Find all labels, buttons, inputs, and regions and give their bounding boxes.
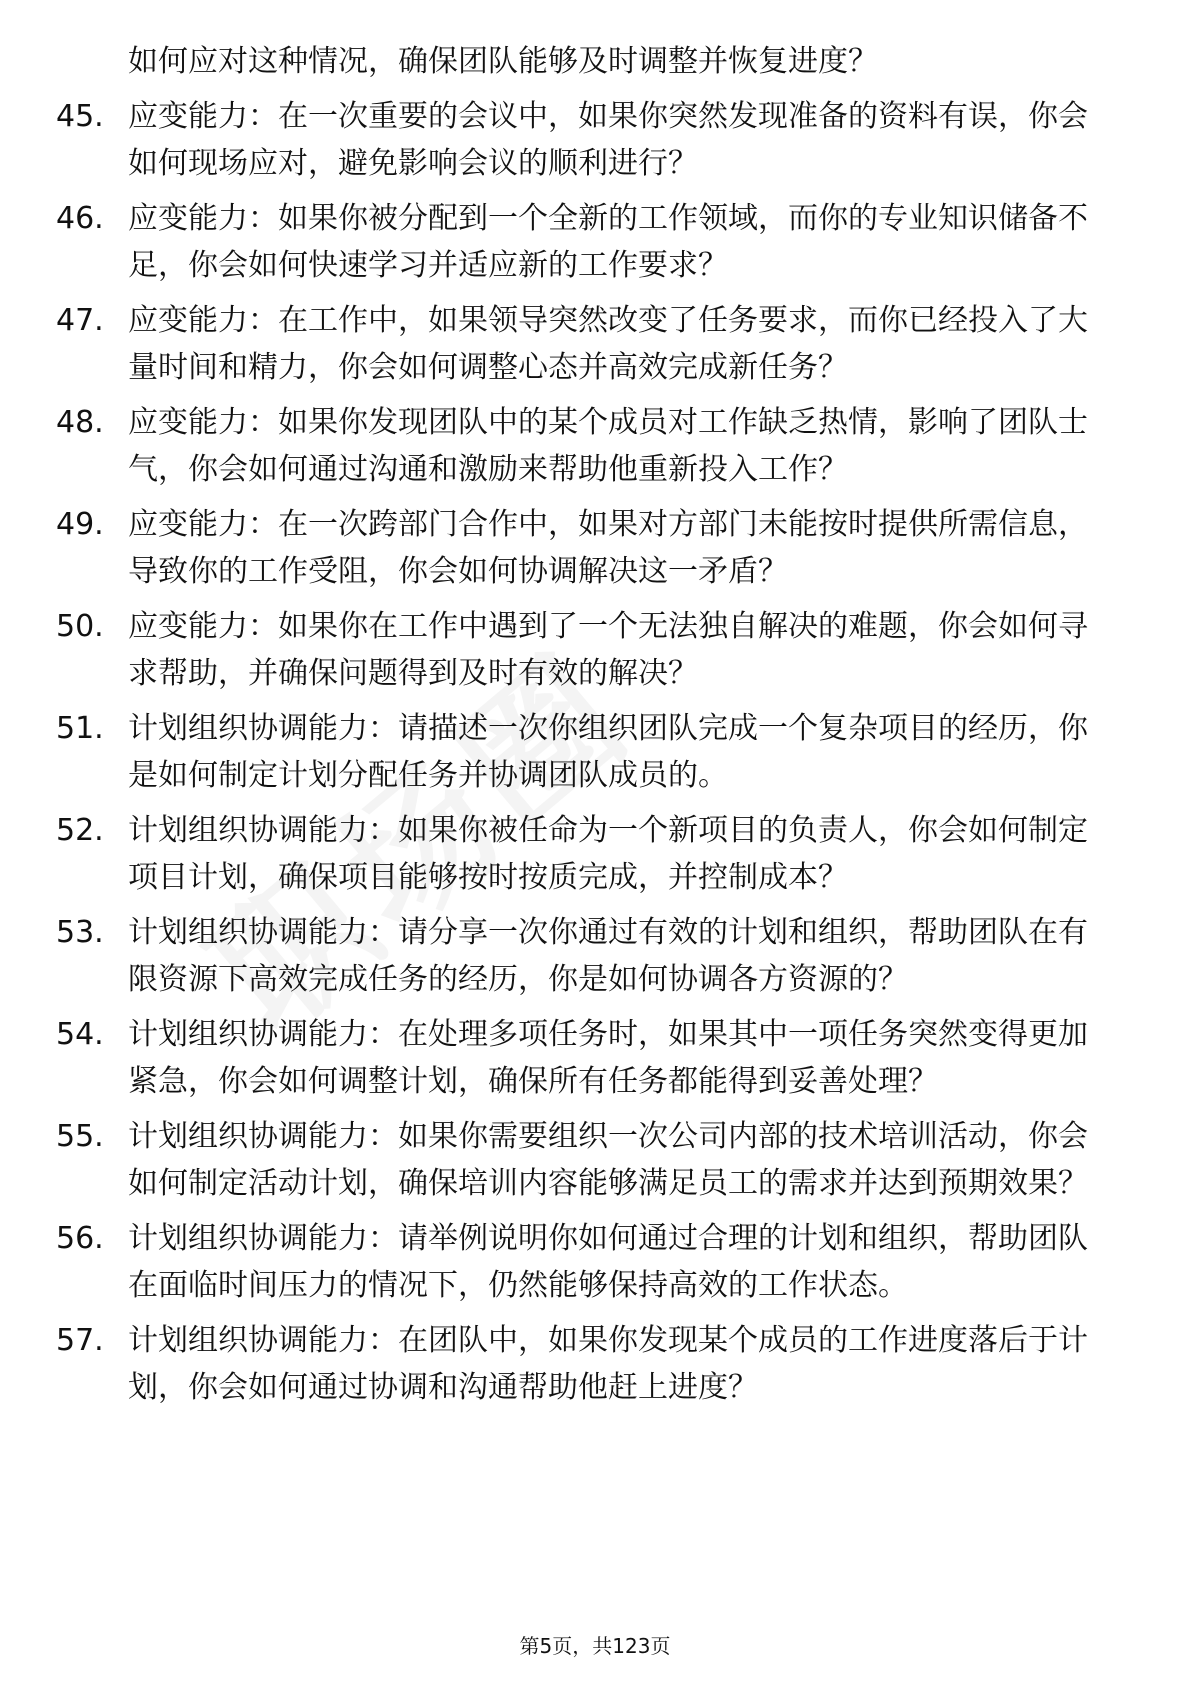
item-number: 56. [56,1221,104,1256]
item-number: 49. [56,507,104,542]
item-number: 46. [56,201,104,236]
item-text: 应变能力：在工作中，如果领导突然改变了任务要求，而你已经投入了大量时间和精力，你会如何调整心态并高效完成新任务？ [128,303,1088,385]
item-number: 52. [56,813,104,848]
item-number: 48. [56,405,104,440]
continuation-text: 如何应对这种情况，确保团队能够及时调整并恢复进度？ [128,44,878,79]
list-item [0,1011,1190,1105]
question-list [0,38,1190,1411]
list-item [0,705,1190,799]
item-number: 45. [56,99,104,134]
list-item [0,1317,1190,1411]
list-item [0,603,1190,697]
item-text: 计划组织协调能力：在团队中，如果你发现某个成员的工作进度落后于计划，你会如何通过协调和沟通帮助他赶上进度？ [128,1323,1088,1405]
item-number: 47. [56,303,104,338]
list-item [0,297,1190,391]
item-text: 应变能力：如果你被分配到一个全新的工作领域，而你的专业知识储备不足，你会如何快速学习并适应新的工作要求？ [128,201,1088,283]
item-number: 55. [56,1119,104,1154]
item-text: 计划组织协调能力：请举例说明你如何通过合理的计划和组织，帮助团队在面临时间压力的情况下，仍然能够保持高效的工作状态。 [128,1221,1088,1303]
item-number: 54. [56,1017,104,1052]
list-item [0,909,1190,1003]
list-item [0,501,1190,595]
item-text: 计划组织协调能力：如果你需要组织一次公司内部的技术培训活动，你会如何制定活动计划，确保培训内容能够满足员工的需求并达到预期效果？ [128,1119,1088,1201]
item-number: 57. [56,1323,104,1358]
item-text: 计划组织协调能力：如果你被任命为一个新项目的负责人，你会如何制定项目计划，确保项目能够按时按质完成，并控制成本？ [128,813,1088,895]
item-text: 应变能力：如果你发现团队中的某个成员对工作缺乏热情，影响了团队士气，你会如何通过沟通和激励来帮助他重新投入工作？ [128,405,1088,487]
item-text: 计划组织协调能力：在处理多项任务时，如果其中一项任务突然变得更加紧急，你会如何调整计划，确保所有任务都能得到妥善处理？ [128,1017,1088,1099]
list-item [0,1215,1190,1309]
page-footer: 第5页，共123页 [519,1634,671,1658]
list-item [0,195,1190,289]
list-item [0,807,1190,901]
item-number: 50. [56,609,104,644]
item-number: 51. [56,711,104,746]
item-text: 应变能力：如果你在工作中遇到了一个无法独自解决的难题，你会如何寻求帮助，并确保问题得到及时有效的解决？ [128,609,1088,691]
list-item [0,399,1190,493]
list-item [0,1113,1190,1207]
item-text: 计划组织协调能力：请分享一次你通过有效的计划和组织，帮助团队在有限资源下高效完成任务的经历，你是如何协调各方资源的？ [128,915,1088,997]
item-text: 应变能力：在一次跨部门合作中，如果对方部门未能按时提供所需信息，导致你的工作受阻，你会如何协调解决这一矛盾？ [128,507,1088,589]
item-text: 应变能力：在一次重要的会议中，如果你突然发现准备的资料有误，你会如何现场应对，避免影响会议的顺利进行？ [128,99,1088,181]
list-item [0,93,1190,187]
item-number: 53. [56,915,104,950]
item-text: 计划组织协调能力：请描述一次你组织团队完成一个复杂项目的经历，你是如何制定计划分配任务并协调团队成员的。 [128,711,1088,793]
